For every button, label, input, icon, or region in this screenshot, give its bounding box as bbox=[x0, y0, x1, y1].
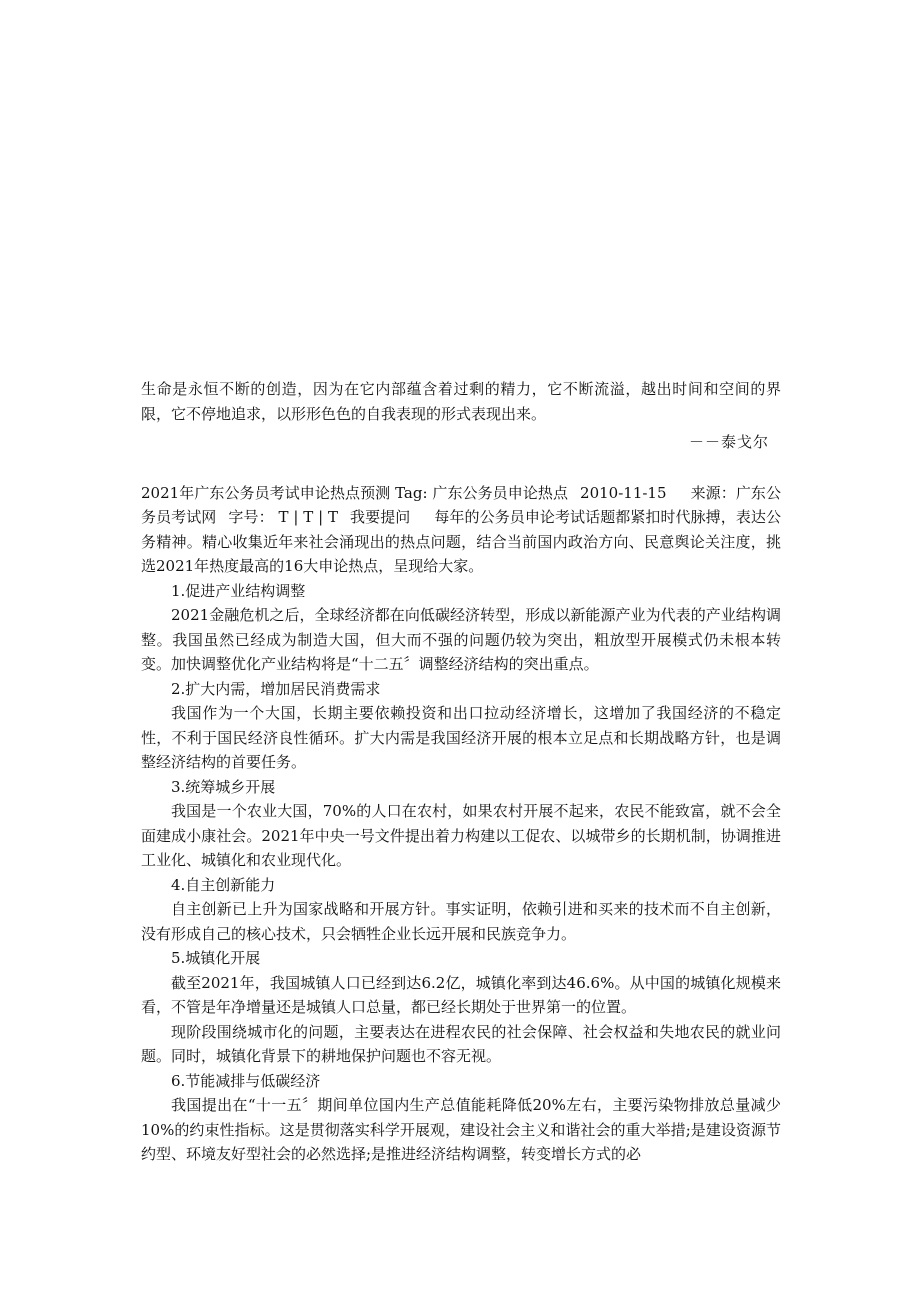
article-title: 2021年广东公务员考试申论热点预测 bbox=[141, 483, 391, 502]
section-heading: 2.扩大内需，增加居民消费需求 bbox=[171, 679, 381, 698]
article-date: 2010-11-15 bbox=[580, 483, 667, 502]
section-paragraph: 2021金融危机之后，全球经济都在向低碳经济转型，形成以新能源产业为代表的产业结构调整。我国虽然已经成为制造大国，但大而不强的问题仍较为突出，粗放型开展模式仍未根本转变。加快调整优化产业结构将是“十二五〞调整经济结构的突出重点。 bbox=[141, 606, 781, 673]
section-heading: 1.促进产业结构调整 bbox=[171, 581, 306, 600]
source-value: 广东公务员考试网 bbox=[141, 483, 781, 526]
section-paragraph: 我国提出在“十一五〞期间单位国内生产总值能耗降低20%左右，主要污染物排放总量减少10%的约束性指标。这是贯彻落实科学开展观，建设社会主义和谐社会的重大举措;是建设资源节约型、环境友好型社会的必然选择;是推进经济结构调整，转变增长方式的必 bbox=[141, 1096, 781, 1163]
section-paragraph: 自主创新已上升为国家战略和开展方针。事实证明，依赖引进和买来的技术而不自主创新，没有形成自己的核心技术，只会牺牲企业长远开展和民族竞争力。 bbox=[141, 900, 781, 943]
epigraph-quote: 生命是永恒不断的创造，因为在它内部蕴含着过剩的精力，它不断流溢，越出时间和空间的界限，它不停地追求，以形形色色的自我表现的形式表现出来。 bbox=[141, 380, 781, 423]
section-heading: 5.城镇化开展 bbox=[171, 949, 261, 967]
epigraph-attribution: －－泰戈尔 bbox=[688, 433, 769, 451]
section-heading: 4.自主创新能力 bbox=[171, 875, 276, 894]
source-label: 来源： bbox=[690, 483, 736, 502]
section-paragraph: 现阶段围绕城市化的问题，主要表达在进程农民的社会保障、社会权益和失地农民的就业问题。同时，城镇化背景下的耕地保护问题也不容无视。 bbox=[141, 1022, 781, 1065]
ask-question-label: 我要提问 bbox=[349, 508, 411, 526]
section-paragraph: 我国作为一个大国，长期主要依赖投资和出口拉动经济增长，这增加了我国经济的不稳定性，不利于国民经济良性循环。扩大内需是我国经济开展的根本立足点和长期战略方针，也是调整经济结构的首要任务。 bbox=[141, 704, 781, 771]
section-paragraph: 截至2021年，我国城镇人口已经到达6.2亿，城镇化率到达46.6%。从中国的城镇化规模来看，不管是年净增量还是城镇人口总量，都已经长期处于世界第一的位置。 bbox=[141, 973, 781, 1016]
font-size-options: T | T | T bbox=[278, 508, 338, 526]
font-size-label: 字号： bbox=[228, 508, 274, 526]
section-heading: 3.统筹城乡开展 bbox=[171, 777, 276, 796]
tag-value: 广东公务员申论热点 bbox=[432, 483, 569, 502]
article-header bbox=[141, 481, 781, 579]
tag-label: Tag: bbox=[395, 483, 428, 502]
document-body bbox=[141, 377, 781, 1167]
section-paragraph: 我国是一个农业大国，70%的人口在农村，如果农村开展不起来，农民不能致富，就不会全面建成小康社会。2021年中央一号文件提出着力构建以工促农、以城带乡的长期机制，协调推进工业化、城镇化和农业现代化。 bbox=[141, 802, 781, 869]
section-heading: 6.节能减排与低碳经济 bbox=[171, 1071, 321, 1090]
article-intro: 每年的公务员申论考试话题都紧扣时代脉搏，表达公务精神。精心收集近年来社会涌现出的热点问题，结合当前国内政治方向、民意舆论关注度，挑选2021年热度最高的16大申论热点，呈现给大家。 bbox=[141, 508, 781, 575]
